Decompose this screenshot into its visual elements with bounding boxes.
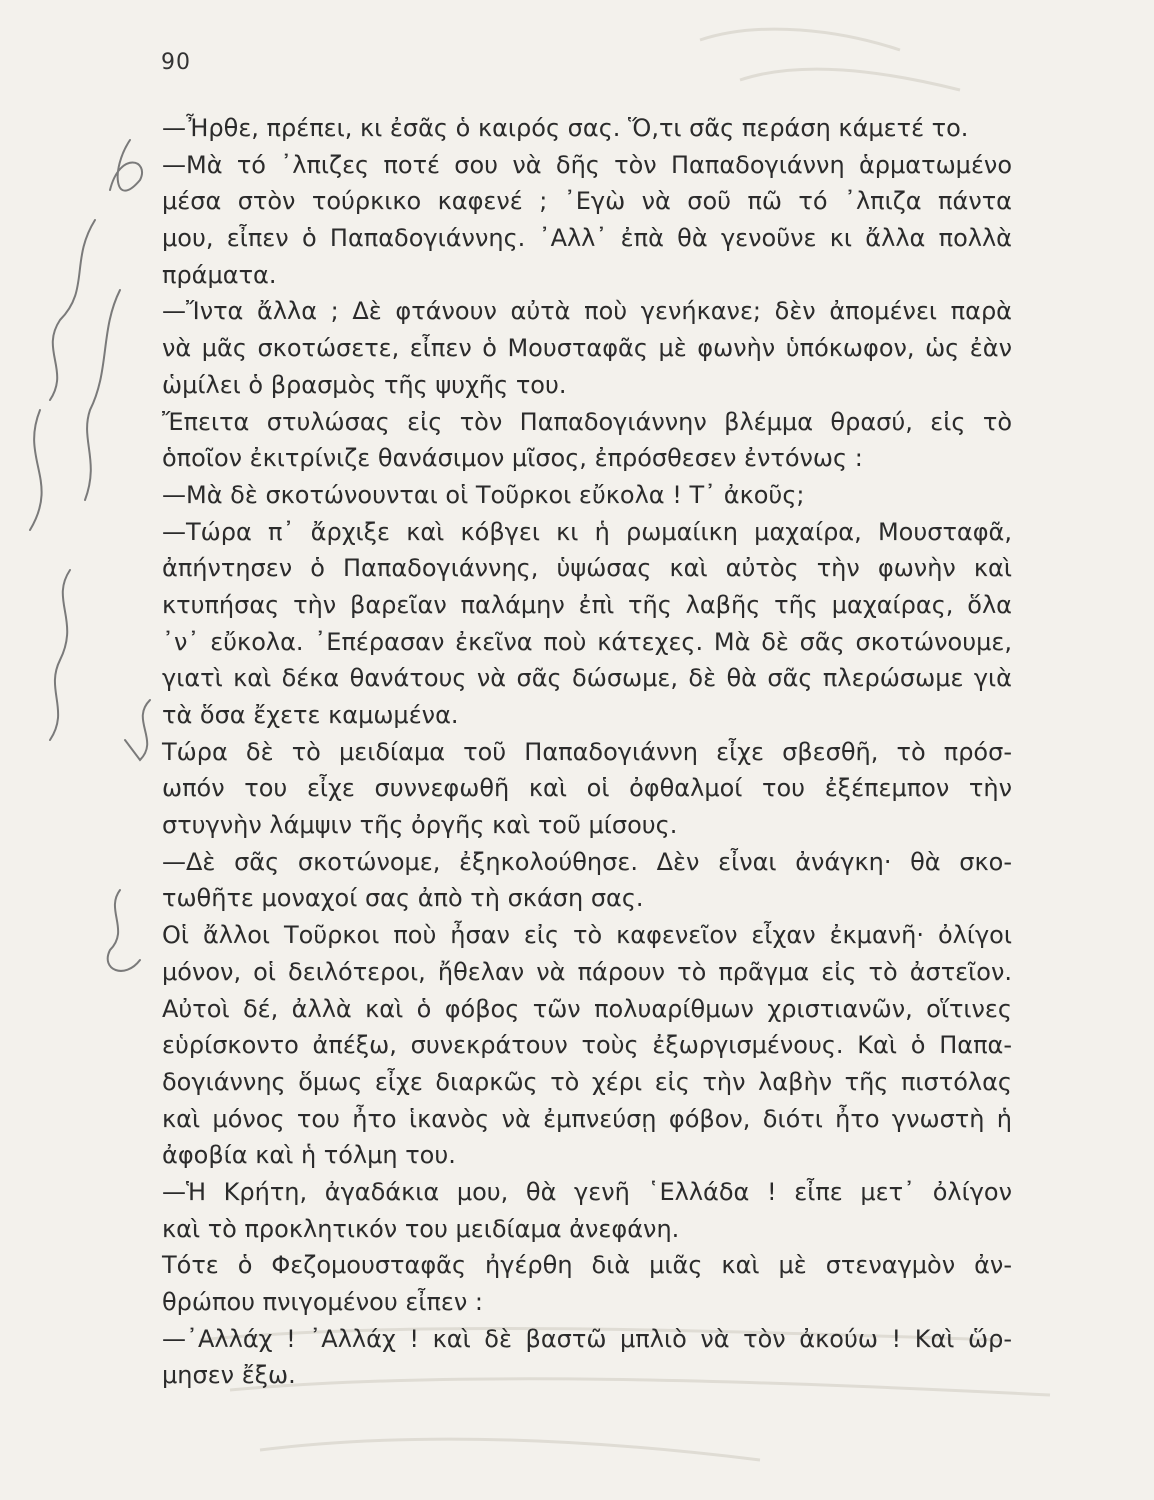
- text-line: —Μὰ δὲ σκοτώνουνται οἱ Τοῦρκοι εὔκολα ! Τ᾿ ἀκοῦς;: [162, 480, 805, 509]
- text-line: Τότε ὁ Φεζομουσταφᾶς ἠγέρθη διὰ μιᾶς καὶ μὲ στεναγμὸν ἀν-: [162, 1251, 1012, 1280]
- text-line: εὑρίσκοντο ἀπέξω, συνεκράτουν τοὺς ἐξωργισμένους. Καὶ ὁ Παπα-: [162, 1031, 1012, 1060]
- text-line: μόνον, οἱ δειλότεροι, ἤθελαν νὰ πάρουν τὸ πρᾶγμα εἰς τὸ ἀστεῖον.: [162, 957, 1012, 986]
- text-line: τωθῆτε μοναχοί σας ἀπὸ τὴ σκάση σας.: [162, 884, 644, 913]
- text-line: —Ἴντα ἄλλα ; Δὲ φτάνουν αὐτὰ ποὺ γενήκανε; δὲν ἀπομένει παρὰ: [162, 297, 1012, 326]
- text-line: —᾿Αλλάχ ! ᾿Αλλάχ ! καὶ δὲ βαστῶ μπλιὸ νὰ τὸν ἀκούω ! Καὶ ὥρ-: [162, 1324, 1012, 1353]
- text-line: μου, εἶπεν ὁ Παπαδογιάννης. ᾿Αλλ᾿ ἐπὰ θὰ γενοῦνε κι ἄλλα πολλὰ: [162, 224, 1012, 253]
- text-line: —Τώρα π᾿ ἄρχιξε καὶ κόβγει κι ἡ ρωμαίικη μαχαίρα, Μουσταφᾶ,: [162, 517, 1012, 546]
- text-line: μέσα στὸν τούρκικο καφενέ ; ᾿Εγὼ νὰ σοῦ πῶ τό ᾿λπιζα πάντα: [162, 187, 1012, 216]
- text-line: ὁποῖον ἐκιτρίνιζε θανάσιμον μῖσος, ἐπρόσθεσεν ἐντόνως :: [162, 444, 863, 473]
- text-line: στυγνὴν λάμψιν τῆς ὀργῆς καὶ τοῦ μίσους.: [162, 811, 678, 840]
- text-line: τὰ ὅσα ἔχετε καμωμένα.: [162, 701, 459, 729]
- page-number: 90: [161, 50, 191, 75]
- text-line: μησεν ἔξω.: [162, 1361, 296, 1390]
- text-line: ᾿ν᾿ εὔκολα. ᾿Επέρασαν ἐκεῖνα ποὺ κάτεχες. Μὰ δὲ σᾶς σκοτώνουμε,: [162, 627, 1012, 656]
- text-line: καὶ μόνος του ἦτο ἱκανὸς νὰ ἐμπνεύσῃ φόβον, διότι ἦτο γνωστὴ ἡ: [162, 1104, 1012, 1133]
- text-line: κτυπήσας τὴν βαρεῖαν παλάμην ἐπὶ τῆς λαβῆς τῆς μαχαίρας, ὅλα: [162, 590, 1012, 619]
- text-line: ἀπήντησεν ὁ Παπαδογιάννης, ὑψώσας καὶ αὐτὸς τὴν φωνὴν καὶ: [162, 554, 1012, 583]
- text-line: δογιάννης ὅμως εἶχε διαρκῶς τὸ χέρι εἰς τὴν λαβὴν τῆς πιστόλας: [162, 1067, 1012, 1096]
- text-line: Ἔπειτα στυλώσας εἰς τὸν Παπαδογιάννην βλέμμα θρασύ, εἰς τὸ: [162, 407, 1012, 436]
- text-line: καὶ τὸ προκλητικόν του μειδίαμα ἀνεφάνη.: [162, 1214, 680, 1243]
- text-line: —Δὲ σᾶς σκοτώνομε, ἐξηκολούθησε. Δὲν εἶναι ἀνάγκη· θὰ σκο-: [162, 847, 1012, 876]
- text-line: πράματα.: [162, 260, 277, 289]
- text-line: θρώπου πνιγομένου εἶπεν :: [162, 1288, 484, 1316]
- text-line: ωπόν του εἶχε συννεφωθῆ καὶ οἱ ὀφθαλμοί του ἐξέπεμπον τὴν: [162, 774, 1012, 803]
- text-line: —Ἡ Κρήτη, ἀγαδάκια μου, θὰ γενῆ ῾Ελλάδα ! εἶπε μετ᾿ ὀλίγον: [162, 1177, 1012, 1206]
- text-line: Αὐτοὶ δέ, ἀλλὰ καὶ ὁ φόβος τῶν πολυαρίθμων χριστιανῶν, οἵτινες: [162, 994, 1012, 1023]
- text-line: Τώρα δὲ τὸ μειδίαμα τοῦ Παπαδογιάννη εἶχε σβεσθῆ, τὸ πρόσ-: [162, 737, 1012, 766]
- body-text: [162, 110, 1012, 1394]
- text-line: —Ἦρθε, πρέπει, κι ἐσᾶς ὁ καιρός σας. Ὅ,τι σᾶς περάση κάμετέ το.: [162, 114, 969, 142]
- margin-handwriting: [0, 100, 160, 1100]
- text-line: γιατὶ καὶ δέκα θανάτους νὰ σᾶς δώσωμε, δὲ θὰ σᾶς πλερώσωμε γιὰ: [162, 664, 1012, 693]
- text-line: ἀφοβία καὶ ἡ τόλμη του.: [162, 1141, 456, 1170]
- text-line: νὰ μᾶς σκοτώσετε, εἶπεν ὁ Μουσταφᾶς μὲ φωνὴν ὑπόκωφον, ὡς ἐὰν: [162, 334, 1012, 363]
- text-line: —Μὰ τό ᾿λπιζες ποτέ σου νὰ δῆς τὸν Παπαδογιάννη ἁρματωμένο: [162, 150, 1012, 179]
- text-line: ὡμίλει ὁ βρασμὸς τῆς ψυχῆς του.: [162, 370, 567, 399]
- text-line: Οἱ ἄλλοι Τοῦρκοι ποὺ ἦσαν εἰς τὸ καφενεῖον εἶχαν ἐκμανῆ· ὀλίγοι: [162, 921, 1012, 950]
